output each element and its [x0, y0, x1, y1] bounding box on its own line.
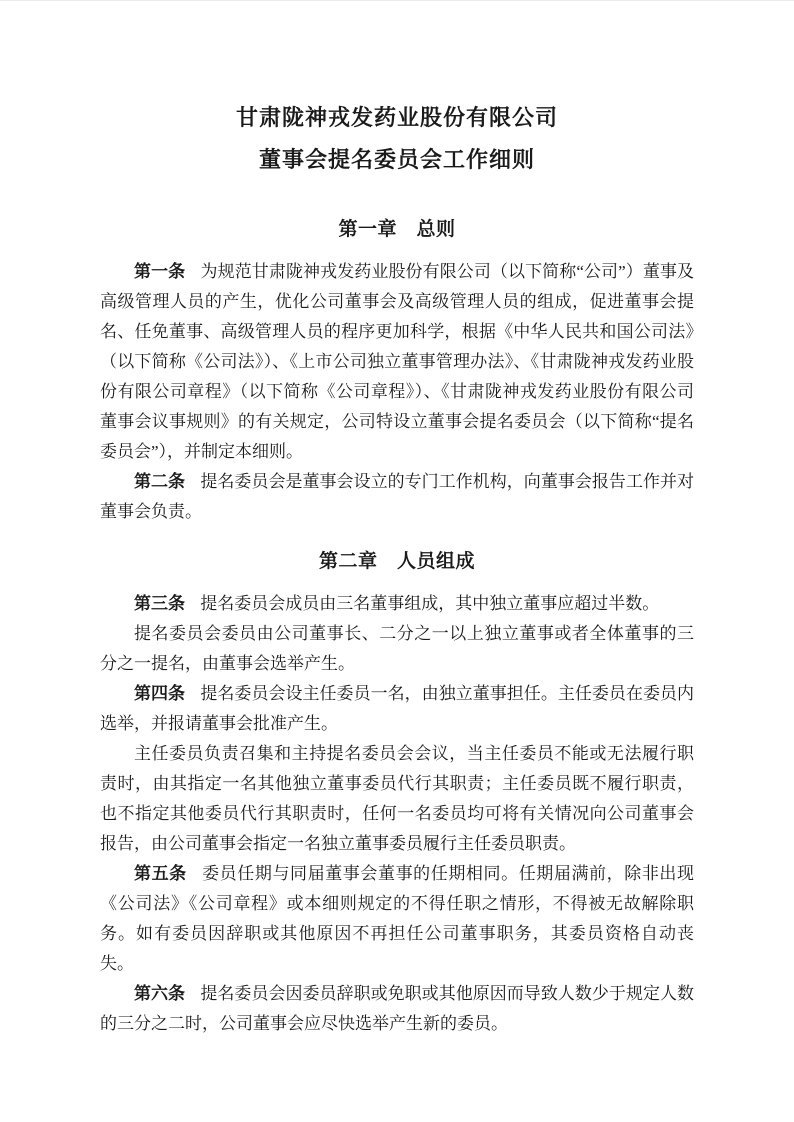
- paragraph-text: 委员任期与同届董事会董事的任期相同。任期届满前，除非出现《公司法》《公司章程》或本细则规定的不得任职之情形，不得被无故解除职务。如有委员因辞职或其他原因不再担任公司董事职务，其委员资格自动丧失。: [100, 864, 695, 973]
- paragraph-text: 提名委员会设主任委员一名，由独立董事担任。主任委员在委员内选举，并报请董事会批准产生。: [100, 684, 695, 733]
- paragraph-text: 提名委员会因委员辞职或免职或其他原因而导致人数少于规定人数的三分之二时，公司董事会应尽快选举产生新的委员。: [100, 984, 695, 1033]
- paragraph-text: 为规范甘肃陇神戎发药业股份有限公司（以下简称“公司”）董事及高级管理人员的产生，优化公司董事会及高级管理人员的组成，促进董事会提名、任免董事、高级管理人员的程序更加科学，根据《中华人民共和国公司法》（以下简称《公司法》）、《上市公司独立董事管理办法》、《甘肃陇神戎发药业股份有限公司章程》（以下简称《公司章程》）、《甘肃陇神戎发药业股份有限公司董事会议事规则》的有关规定，公司特设立董事会提名委员会（以下简称“提名委员会”），并制定本细则。: [100, 262, 695, 461]
- paragraph-text: 提名委员会成员由三名董事组成，其中独立董事应超过半数。: [200, 594, 660, 613]
- paragraph: [100, 679, 694, 739]
- article-number: 第三条: [134, 594, 185, 613]
- paragraph-text: 提名委员会是董事会设立的专门工作机构，向董事会报告工作并对董事会负责。: [100, 472, 695, 521]
- paragraph: [100, 619, 694, 679]
- article-number: 第五条: [134, 864, 187, 883]
- paragraph: [100, 467, 694, 527]
- paragraph: [100, 859, 694, 979]
- article-number: 第六条: [134, 984, 186, 1003]
- paragraph: [100, 979, 694, 1039]
- paragraph-text: 提名委员会委员由公司董事长、二分之一以上独立董事或者全体董事的三分之一提名，由董事会选举产生。: [100, 624, 694, 673]
- paragraph: [100, 257, 694, 467]
- article-number: 第四条: [134, 684, 186, 703]
- document-title-line-2: 董事会提名委员会工作细则: [258, 147, 535, 172]
- article-number: 第二条: [134, 472, 186, 491]
- article-number: 第一条: [134, 262, 186, 281]
- chapter-heading: 第二章 人员组成: [318, 551, 475, 572]
- paragraph: [100, 739, 694, 859]
- document-title-line-1: 甘肃陇神戎发药业股份有限公司: [235, 105, 558, 130]
- chapter-heading: 第一章 总则: [338, 219, 456, 240]
- document-body: [100, 215, 694, 1039]
- paragraph: [100, 589, 694, 619]
- paragraph-text: 主任委员负责召集和主持提名委员会会议，当主任委员不能或无法履行职责时，由其指定一名其他独立董事委员代行其职责；主任委员既不履行职责，也不指定其他委员代行其职责时，任何一名委员均可将有关情况向公司董事会报告，由公司董事会指定一名独立董事委员履行主任委员职责。: [100, 744, 694, 853]
